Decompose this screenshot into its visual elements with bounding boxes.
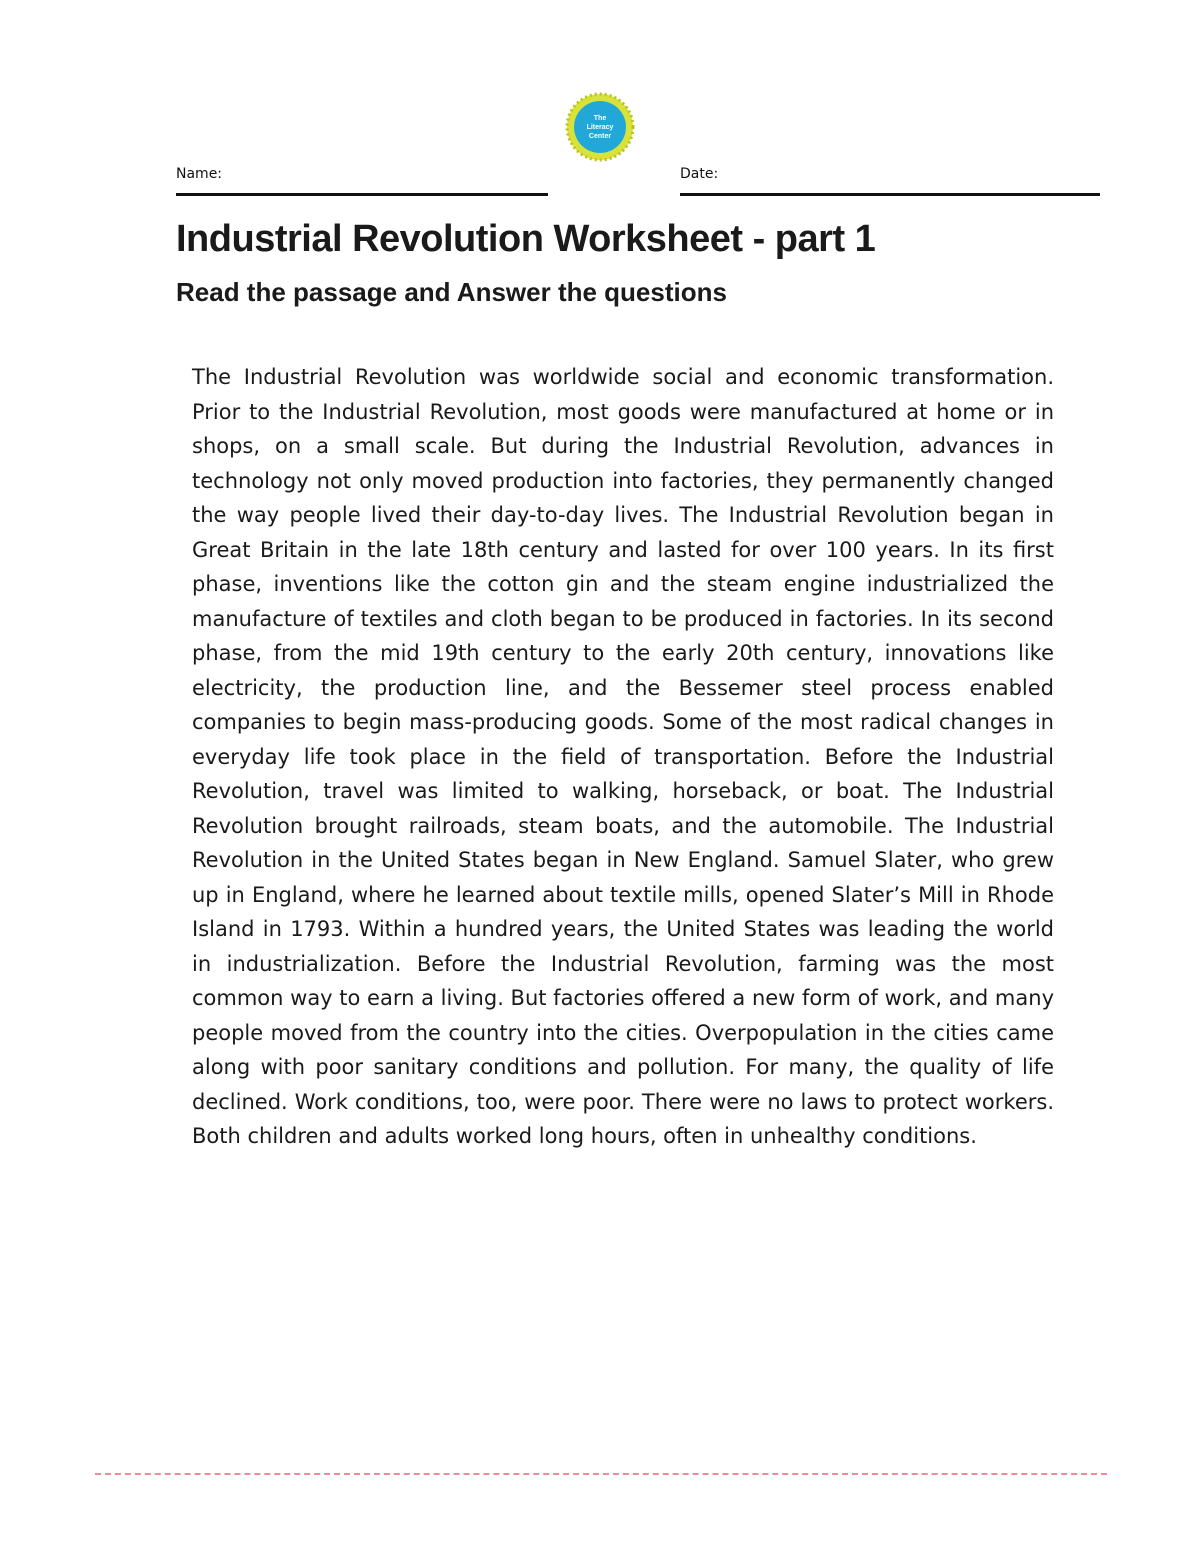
footer-dashed-rule (95, 1473, 1107, 1475)
date-field[interactable] (680, 193, 1100, 196)
date-label: Date: (680, 166, 719, 182)
literacy-center-logo (565, 92, 635, 162)
instructions-subtitle: Read the passage and Answer the questions (176, 277, 727, 307)
name-label: Name: (176, 166, 223, 182)
page-title: Industrial Revolution Worksheet - part 1 (176, 218, 876, 260)
logo-text-line2: Literacy (586, 124, 614, 131)
reading-passage: The Industrial Revolution was worldwide social and economic transformation. Prior to the Industrial Revolution, most goods were manufactured at home or in shops, on a small scale. But during the Industrial Revolution, advances in technology not only moved production into factories, they permanently changed the way people lived their day-to-day lives. The Industrial Revolution began in Great Britain in the late 18th century and lasted for over 100 years. In its first phase, inventions like the cotton gin and the steam engine industrialized the manufacture of textiles and cloth began to be produced in factories. In its second phase, from the mid 19th century to the early 20th century, innovations like electricity, the production line, and the Bessemer steel process enabled companies to begin mass-producing goods. Some of the most radical changes in everyday life took place in the field of transportation. Before the Industrial Revolution, travel was limited to walking, horseback, or boat. The Industrial Revolution brought railroads, steam boats, and the automobile. The Industrial Revolution in the United States began in New England. Samuel Slater, who grew up in England, where he learned about textile mills, opened Slater’s Mill in Rhode Island in 1793. Within a hundred years, the United States was leading the world in industrialization. Before the Industrial Revolution, farming was the most common way to earn a living. But factories offered a new form of work, and many people moved from the country into the cities. Overpopulation in the cities came along with poor sanitary conditions and pollution. For many, the quality of life declined. Work conditions, too, were poor. There were no laws to protect workers. Both children and adults worked long hours, often in unhealthy conditions. (192, 365, 1054, 1148)
logo-text-line3: Center (588, 133, 612, 140)
logo-text-line1: The (593, 115, 607, 122)
name-field[interactable] (176, 193, 548, 196)
